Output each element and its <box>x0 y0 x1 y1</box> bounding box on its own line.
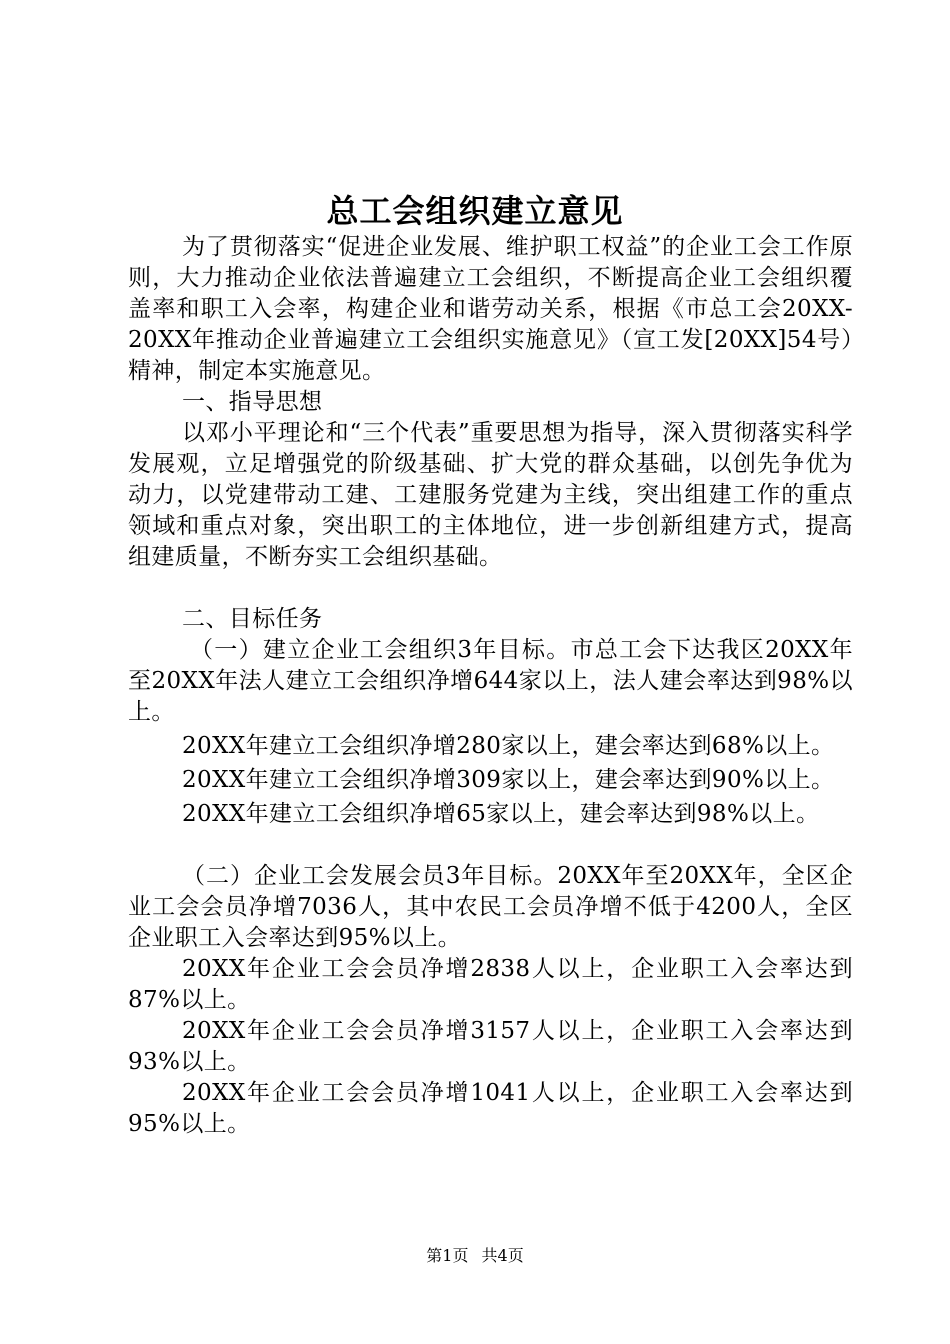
paragraph-member-year-2: 20XX年企业工会会员净增3157人以上，企业职工入会率达到93%以上。 <box>128 1018 853 1075</box>
paragraph-target-year-1: 20XX年建立工会组织净增280家以上，建会率达到68%以上。 <box>182 733 835 759</box>
page-total: 共4页 <box>481 1246 524 1265</box>
page-number: 第1页 <box>426 1246 469 1265</box>
heading-objectives: 二、目标任务 <box>182 606 323 632</box>
paragraph-target-year-3: 20XX年建立工会组织净增65家以上，建会率达到98%以上。 <box>182 801 820 827</box>
paragraph-member-year-1: 20XX年企业工会会员净增2838人以上，企业职工入会率达到87%以上。 <box>128 956 853 1013</box>
heading-guiding-ideology: 一、指导思想 <box>182 389 323 415</box>
spacer <box>128 573 853 604</box>
paragraph-guiding-ideology: 以邓小平理论和“三个代表”重要思想为指导，深入贯彻落实科学发展观，立足增强党的阶级基础、扩大党的群众基础，以创先争优为动力，以党建带动工建、工建服务党建为主线，突出组建工作的重点领域和重点对象，突出职工的主体地位，进一步创新组建方式，提高组建质量，不断夯实工会组织基础。 <box>128 420 853 570</box>
paragraph-objective-two: （二）企业工会发展会员3年目标。20XX年至20XX年，全区企业工会会员净增7036人，其中农民工会员净增不低于4200人，全区企业职工入会率达到95%以上。 <box>128 863 853 951</box>
document-title: 总工会组织建立意见 <box>326 192 624 230</box>
spacer <box>128 830 853 861</box>
paragraph-member-year-3: 20XX年企业工会会员净增1041人以上，企业职工入会率达到95%以上。 <box>128 1080 853 1137</box>
paragraph-intro: 为了贯彻落实“促进企业发展、维护职工权益”的企业工会工作原则，大力推动企业依法普遍建立工会组织，不断提高企业工会组织覆盖率和职工入会率，构建企业和谐劳动关系，根据《市总工会20XX-20XX年推动企业普遍建立工会组织实施意见》（宣工发[20XX]54号）精神，制定本实施意见。 <box>128 234 853 384</box>
paragraph-target-year-2: 20XX年建立工会组织净增309家以上，建会率达到90%以上。 <box>182 767 835 793</box>
document-body <box>128 232 853 1140</box>
paragraph-objective-one: （一）建立企业工会组织3年目标。市总工会下达我区20XX年至20XX年法人建立工会组织净增644家以上，法人建会率达到98%以上。 <box>128 637 853 725</box>
page-footer <box>0 1243 950 1266</box>
